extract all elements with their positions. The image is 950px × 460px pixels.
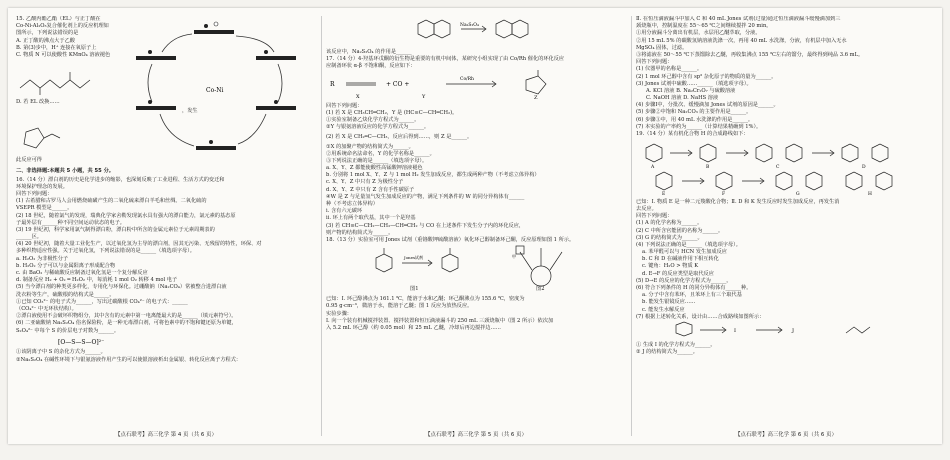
- q16-line: ①已知 CO₃²⁻ 的电子式为______，写出过碳酸根 CO₄²⁻ 的电子式：______: [16, 298, 188, 305]
- svg-text:Z: Z: [534, 95, 538, 101]
- q16-line: 环境保护理念的发展。: [16, 183, 68, 190]
- q17-condition: ii. 环上有两个取代基，其中一个是羟基: [326, 215, 416, 222]
- q15-option-d: D. 若 EL 改换……: [16, 98, 60, 105]
- q17-line: ③下列说法正确的是______（填选项字母）。: [326, 157, 428, 164]
- q19-line: ② J 的结构简式为______。: [636, 348, 698, 355]
- svg-text:H: H: [868, 192, 872, 197]
- q19-line: 19.（14 分）某有机化合物 H 的合成路线如下：: [636, 131, 749, 137]
- q18-option: A. KCl 溶液 B. Na₂Cr₂O₇ 与硫酸溶液: [646, 87, 736, 94]
- page-footer-5: 【点石联考】高三化学 第 5 页（共 6 页）: [425, 432, 527, 438]
- q17-line: 回答下列问题：: [326, 102, 363, 109]
- q18-figures: [326, 244, 626, 296]
- q16-line: VSEPR 模型是______。: [16, 205, 73, 212]
- q16-option: b. H₂O₂ 分子可以与金属阳离子形成配合物: [16, 262, 116, 269]
- q16-line: ______区。: [16, 234, 42, 241]
- q17-line: 应制备环状 α-β 不饱和酮，反应如下：: [326, 62, 416, 69]
- q17-line: (1) 若 X 是 CH₃CH═CH₂，Y 是 (HC≡C—CH═CH₂)。: [326, 109, 458, 116]
- q18-line: 已知：I. 环己醇沸点为 161.1 ℃，能溶于水和乙醚；环己酮沸点为 155.6 ℃，密度为: [326, 296, 525, 303]
- column-divider: [631, 16, 632, 436]
- svg-text:+ CO +: + CO +: [386, 81, 410, 89]
- q17-option: b. 分别将 1 mol X、Y、Z 与 1 mol H₂ 发生加成反应，都生成两种产物（不考虑立体异构）: [326, 172, 540, 179]
- q16-line: (5) 当今漂白剂的种类更多样化，专用化与环保化。过硼酸钠（Na₂CO₄）常被整合进漂白液: [16, 284, 227, 291]
- q17-option: a. X、Y、Z 都能使酸性高锰酸钾溶液褪色: [326, 165, 423, 172]
- q16-line: (4) 20 世纪初，随着大量工业化生产，以过氧化氢为主导的漂白剂，因其无污染、无残留的特性，环保、对: [16, 241, 262, 248]
- q17-line: ④W 是 Z 与足量氢气发生加成反应的产物，满足下列条件的 W 的同分异构体有______: [326, 193, 525, 200]
- q15-block: [16, 16, 316, 166]
- q18-step: ①用分液漏斗分离出有机层，水层用乙醚萃取，分液。: [636, 30, 761, 37]
- q16-line: S₂O₄²⁻ 中每个 S 的价层电子对数为______。: [16, 327, 120, 334]
- figure-2-caption: 图2: [536, 286, 545, 293]
- q18-question: 回答下列问题：: [636, 59, 673, 66]
- q17-condition: i. 含有六元碳环: [326, 208, 363, 215]
- q19-line: (4) 下列说法正确的是______（填选项字母）。: [636, 241, 741, 248]
- q16-line: ①该阴离子中 S 的杂化方式为______。: [16, 349, 106, 356]
- q16-option: c. 由 BaO₂ 与稀硫酸反应制备过氧化氢是一个复分解反应: [16, 270, 148, 277]
- q16-line: (6) 二亚硫酸钠 Na₂S₂O₄ 俗名保险粉，是一种无毒漂白剂，可将色素中的不饱和键还原为单键，: [16, 320, 237, 327]
- q17-line: 则产物的结构简式为______。: [326, 229, 394, 236]
- figure-2-apparatus: [496, 244, 586, 288]
- svg-text:A: A: [651, 165, 655, 171]
- svg-text:[O—S—S—O]²⁻: [O—S—S—O]²⁻: [58, 338, 105, 346]
- q16-final-note: 该反应中，Na₂S₂O₄ 的作用是______: [326, 48, 412, 55]
- svg-text:Co/Rh: Co/Rh: [460, 77, 474, 83]
- q19-line: 回答下列问题：: [636, 213, 673, 220]
- page-footer-4: 【点石联考】高三化学 第 4 页（共 6 页）: [115, 432, 217, 438]
- reaction-mechanism-diagram: [116, 16, 316, 164]
- q18-question: (3) Jones 试剂中硫酸……______（填选项字母）。: [636, 80, 752, 87]
- page-footer-6: 【点石联考】高三化学 第 6 页（共 6 页）: [735, 432, 837, 438]
- q16-line: (2) 18 世纪，随着氯气的发现，瑞典化学家舍勒发现氯水具有强大的漂白能力，氯元素的基态原: [16, 212, 236, 219]
- q19-condition: c. 能发生水解反应: [642, 306, 685, 313]
- figure-1-oxidation: [366, 244, 476, 288]
- q17-cyclization-scheme: [326, 70, 626, 100]
- svg-text:F: F: [722, 192, 726, 197]
- q19-condition: b. 能发生银镜反应……: [642, 299, 696, 306]
- q17-line: ②用系统命名法命名，Y 的化学名称是______。: [326, 150, 435, 157]
- column-page-4: [16, 16, 316, 416]
- svg-text:E: E: [662, 192, 666, 197]
- q18-question: (6) 步骤③中，用 40 mL 水洗涤的作用是______。: [636, 116, 754, 123]
- q18-step: Ⅱ. 在恒压滴液漏斗中加入 C 和 40 mL Jones 试剂(过量)通过恒压滴液漏斗缓慢滴加到三: [636, 16, 841, 22]
- svg-text:C: C: [776, 165, 780, 171]
- svg-text:G: G: [796, 192, 800, 197]
- q16-line: (1) 古希腊和古罗马人会用燃烧硫磺产生的二氧化硫来漂白羊毛和丝绸。二氧化硫的: [16, 198, 207, 205]
- q16-line: ②Na₂S₂O₄ 在碱性环境下与银氨溶液作用产生的可以使银溶液析出金属银、转化反应离子方程式：: [16, 356, 242, 363]
- q18-question: (5) 步骤②中饱和 Na₂CO₃ 的主要作用是______。: [636, 109, 752, 116]
- q17-line: 17.（14 分）4-羟基环戊酮的衍生物是重要的有机中间体，某研究小组实现了由 Co/Rh 催化的环化反应: [326, 55, 565, 62]
- q18-line: 入 5.2 mL 环己醇（约 0.05 mol）和 25 mL 乙醚，冷却后再边搅拌边……: [326, 324, 501, 331]
- q15-option-a: A. 正丁酸的沸点大于乙酸: [16, 37, 75, 44]
- q19-line: ① 生成 I 的化学方程式为______。: [636, 341, 716, 348]
- q17-line: ①X 的加聚产物的结构简式为______。: [326, 143, 414, 150]
- q18-line: 18.（13 分）实验室可用 Jones 试剂（重铬酸钾硫酸溶液）氧化环己醇制备环己酮，反应原理如图 1 所示。: [326, 236, 575, 243]
- q18-question: (7) 本实验的产率约为______（计算结果精确到 1%）。: [636, 123, 762, 130]
- q19-synthesis-route: [636, 138, 936, 196]
- q19-line: (7) 根据上述转化关系，设计由……合成路线如图所示：: [636, 313, 765, 320]
- svg-text:Co-Ni: Co-Ni: [206, 87, 224, 94]
- q15-line: 图所示，下列说法错误的是: [16, 30, 79, 37]
- q16-line: 洗衣粉等生产，硫酸根的结构式是______。: [16, 291, 115, 298]
- q17-option: d. X、Y、Z 中只有 Z 含有手性碳原子: [326, 186, 415, 193]
- q15-text-occur: ，发生: [182, 108, 198, 114]
- q19-condition: a. 分子中含有苯环，且苯环上有三个取代基: [642, 292, 742, 299]
- svg-text:Jones试剂: Jones试剂: [404, 255, 424, 261]
- q16-line: 回答下列问题：: [16, 190, 53, 197]
- q18-question: (1) 仪器甲的名称是______。: [636, 66, 703, 73]
- q19-option: b. C 和 D 在碱液作用下相互转化: [642, 256, 719, 263]
- q18-question: (2) 1 mol 环己醇中含有 sp³ 杂化原子的物质的量为______。: [636, 73, 777, 80]
- q16-line: 子最外层有______种不同空间运动状态的电子。: [16, 219, 125, 226]
- q18-option: C. NaOH 溶液 D. NaHS 溶液: [646, 95, 719, 102]
- q19-option: a. 苯甲醛可以与 HCN 发生加成反应: [642, 249, 727, 256]
- svg-text:B: B: [706, 165, 710, 171]
- figure-1-caption: 图1: [410, 286, 419, 293]
- q15-line: 15. 乙酸丙酯乙酯（EL）与正丁酸在: [16, 16, 101, 22]
- svg-text:Y: Y: [422, 94, 426, 101]
- q16-option: a. H₂O₂ 为非极性分子: [16, 255, 69, 262]
- q19-option: d. E→F 的反应类型是取代反应: [642, 270, 714, 277]
- q18-step: 颈烧瓶中，控制温度在 55～65 ℃之间继续搅拌 20 min。: [636, 23, 772, 30]
- q18-step: ③将滤液在 50～55 ℃下蒸馏除去乙醚，再收集沸点 155 ℃左右的馏分，最终得到纯品 3.6 mL。: [636, 51, 864, 58]
- svg-text:Na₂S₂O₄: Na₂S₂O₄: [460, 23, 479, 28]
- q18-line: I. 向一个装有机械搅拌装置、搅拌装置和恒压滴液漏斗的 250 mL 三颈烧瓶中（图 2 所示）依次加: [326, 317, 554, 324]
- q17-line: ②Y 与银氨溶液反应的化学方程式为______。: [326, 124, 430, 131]
- svg-text:甲: 甲: [512, 254, 516, 260]
- q19-line: (1) A 的化学名称为______。: [636, 220, 703, 227]
- q17-line: ①实验室制备乙炔化学方程式为______。: [326, 117, 420, 124]
- q18-step: ②用 15 mL 5% 的碳酸氢钠溶液洗涤一次，再用 40 mL 水洗涤，分液，有机层中加入无水: [636, 37, 847, 44]
- q18-line: 0.95 g·cm⁻³，微溶于水，能溶于乙醚；图 1 反应为放热反应。: [326, 303, 473, 310]
- q18-line: 实验步骤：: [326, 310, 352, 317]
- svg-text:R: R: [330, 81, 335, 89]
- q19-line: 去反应。: [636, 205, 657, 212]
- q16-line: (3) 19 世纪初，科学家用氯气制得漂白粉，漂白粉中所含的金属元素位于元素周期表的: [16, 226, 215, 233]
- q16-option: d. 制备反应 H₂ + O₂ ═ H₂O₂ 中，每消耗 1 mol O₂ 转移 4 mol 电子: [16, 277, 178, 284]
- q17-option: c. X、Y、Z 中只有 Z 为极性分子: [326, 179, 404, 186]
- q19-line: (2) C 中所含官能团的名称为______。: [636, 227, 724, 234]
- q16-block: [16, 177, 316, 364]
- q17-line: 种（不考虑立体异构）: [326, 201, 378, 207]
- q19-line: 已知：Ⅰ. 物质 E 是一种二元羧酸化合物；Ⅱ. D 和 K 发生反应时发生加成反应，再发生消: [636, 198, 840, 205]
- svg-text:D: D: [862, 165, 866, 171]
- q15-line: Co-Ni-Al₂O₃复合催化剂上的反应机理如: [16, 23, 109, 30]
- q19-route-2: [636, 321, 936, 339]
- q15-option-b: B. 第(3)步中，H⁺ 连接在氧原子上: [16, 44, 97, 51]
- q16-line: （CO₄²⁻ 中无环状结构）。: [16, 305, 77, 312]
- exam-sheet: [8, 8, 942, 444]
- q15-text-obtain: 此反应可得: [16, 156, 42, 163]
- q15-option-c: C. 物质 N 可以使酸性 KMnO₄ 溶液褪色: [16, 51, 111, 58]
- column-divider: [321, 16, 322, 436]
- q16-line: 16.（14 分）漂白剂的历史是化学进步的缩影，也深刻反映了工业进程、生活方式的变迁和: [16, 176, 225, 183]
- q17-line: (3) 若 CH≡C—CH₂—CH₂—CH═CH₂ 与 CO 在上述条件下发生分子内的环化反应，: [326, 222, 525, 229]
- q17-line: (2) 若 X 是 CH₂═C—CH₃，反应后得到……，则 Z 是______。: [326, 133, 473, 140]
- q19-line: (3) G 的结构简式为______。: [636, 234, 703, 241]
- indigo-reduction-scheme: [326, 16, 626, 46]
- q19-line: (6) 符合下列条件的 H 的同分异构体有______种。: [636, 285, 752, 292]
- q16-line: 多种织物适应性强。关于过氧化氢，下列说法错误的是______（填选项字母）。: [16, 248, 195, 255]
- svg-text:X: X: [356, 94, 360, 101]
- q18-step: MgSO₄ 固体，过滤。: [636, 44, 688, 51]
- column-page-6: [636, 16, 936, 416]
- svg-text:I: I: [734, 327, 736, 334]
- pyrrolidine-structure: [16, 126, 66, 154]
- s2o4-structure: [56, 335, 126, 347]
- q18-question: (4) 步骤Ⅰ中，分批次、缓慢滴加 Jones 试剂的原因是______。: [636, 102, 779, 109]
- section-2-heading: 二、非选择题:本题共 5 小题，共 55 分。: [16, 168, 114, 174]
- svg-text:J: J: [792, 327, 795, 334]
- column-page-5: [326, 16, 626, 416]
- q16-line: ②漂白液使用不会破坏织物组分，其中含有的元素中第一电离能最大的是______（填元素符号）。: [16, 313, 237, 320]
- ester-structure: [16, 68, 112, 96]
- q19-option: c. 键角：H₂O > 物质 K: [642, 263, 699, 270]
- q19-line: (5) D→E 的反应的化学方程式为______。: [636, 277, 732, 284]
